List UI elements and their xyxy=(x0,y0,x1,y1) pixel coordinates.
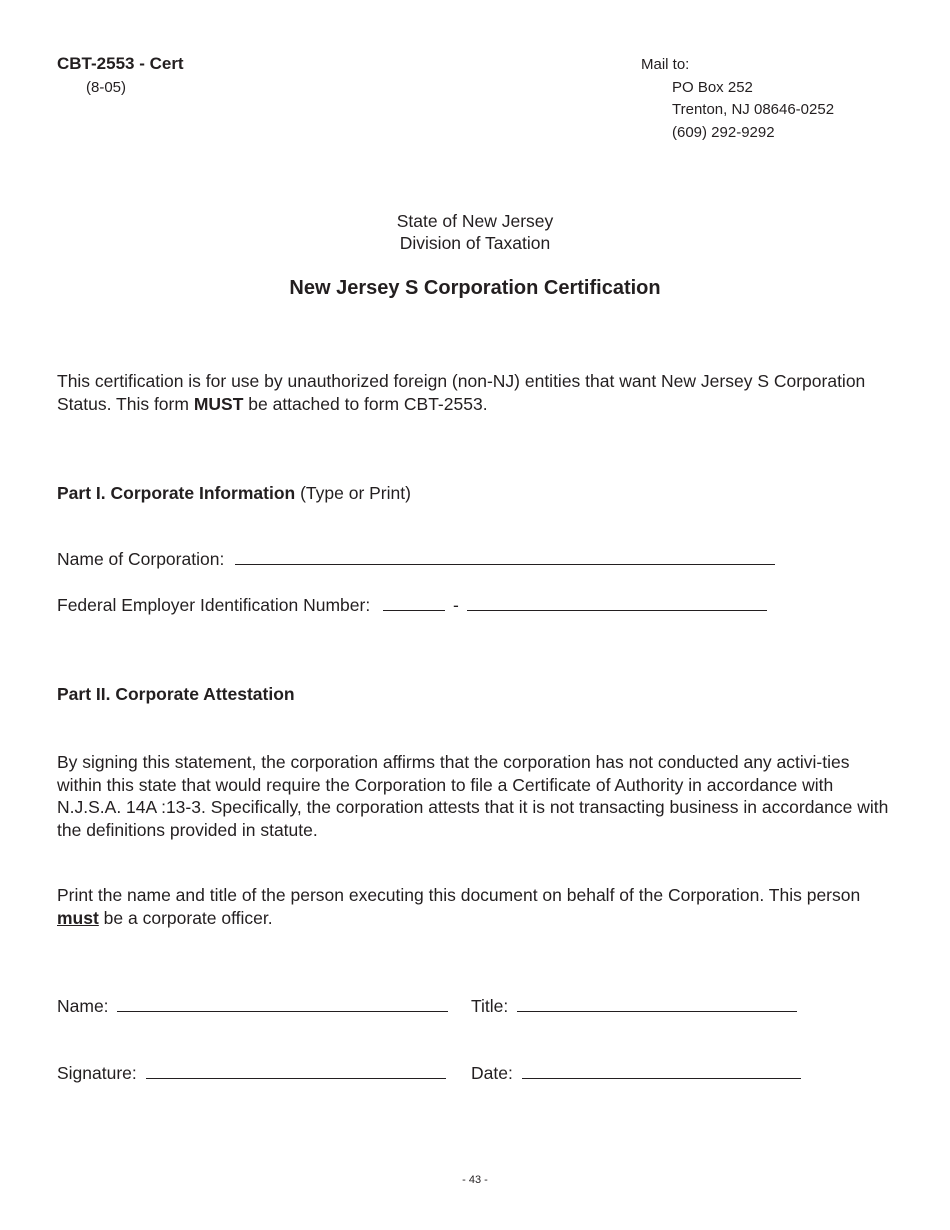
part2-heading xyxy=(57,684,295,705)
title-row xyxy=(471,996,797,1017)
title-field[interactable] xyxy=(517,997,797,1012)
page-number: - 43 - xyxy=(462,1174,488,1186)
intro-emphasis: MUST xyxy=(193,393,244,414)
name-field[interactable] xyxy=(117,997,448,1012)
fein-prefix-field[interactable] xyxy=(383,596,445,611)
part1-heading xyxy=(57,483,411,504)
fein-separator: - xyxy=(452,595,459,615)
part1-heading-note: (Type or Print) xyxy=(295,483,411,503)
date-row xyxy=(471,1063,801,1084)
signature-row xyxy=(57,1063,446,1084)
instruction-paragraph xyxy=(57,884,893,929)
signature-label: Signature: xyxy=(57,1063,137,1083)
mail-phone: (609) 292-9292 xyxy=(672,124,775,141)
name-label: Name: xyxy=(57,996,109,1016)
part1-heading-bold: Part I. Corporate Information xyxy=(57,483,296,503)
date-field[interactable] xyxy=(522,1064,801,1079)
agency-state: State of New Jersey xyxy=(396,211,554,231)
corp-name-row xyxy=(57,549,775,570)
mail-address-line2: Trenton, NJ 08646-0252 xyxy=(672,101,835,118)
corp-name-label: Name of Corporation: xyxy=(57,549,225,569)
form-id: CBT-2553 - Cert xyxy=(57,54,184,73)
form-revision: (8-05) xyxy=(86,79,127,96)
instruction-text-2: be a corporate officer. xyxy=(98,907,273,928)
document-title: New Jersey S Corporation Certification xyxy=(289,277,661,299)
attestation-paragraph: By signing this statement, the corporation affirms that the corporation has not conducted any activi-ties within this state that would require the Corporation to file a Certificate of Authority in accordance with N.J.S.A. 14A :13-3. Specifically, the corporation attests that it is not transacting business in accordance with the definitions provided in statute. xyxy=(57,752,889,840)
intro-text-2: be attached to form CBT-2553. xyxy=(243,393,488,414)
title-label: Title: xyxy=(471,996,509,1016)
signature-field[interactable] xyxy=(146,1064,446,1079)
instruction-emphasis: must xyxy=(57,907,99,928)
fein-row xyxy=(57,595,767,616)
fein-label: Federal Employer Identification Number: xyxy=(57,595,371,615)
intro-paragraph xyxy=(57,370,893,415)
instruction-text-1: Print the name and title of the person executing this document on behalf of the Corporation. This person xyxy=(57,885,861,905)
part2-heading-text: Part II. Corporate Attestation xyxy=(57,684,295,704)
mail-to-label: Mail to: xyxy=(641,56,690,73)
agency-division: Division of Taxation xyxy=(399,233,551,253)
corp-name-field[interactable] xyxy=(235,550,775,565)
intro-text-1: This certification is for use by unauthorized foreign (non-NJ) entities that want New Jersey S Corporation Status. This form xyxy=(57,371,866,414)
date-label: Date: xyxy=(471,1063,513,1083)
mail-address-line1: PO Box 252 xyxy=(672,79,753,96)
name-row xyxy=(57,996,448,1017)
fein-suffix-field[interactable] xyxy=(467,596,767,611)
